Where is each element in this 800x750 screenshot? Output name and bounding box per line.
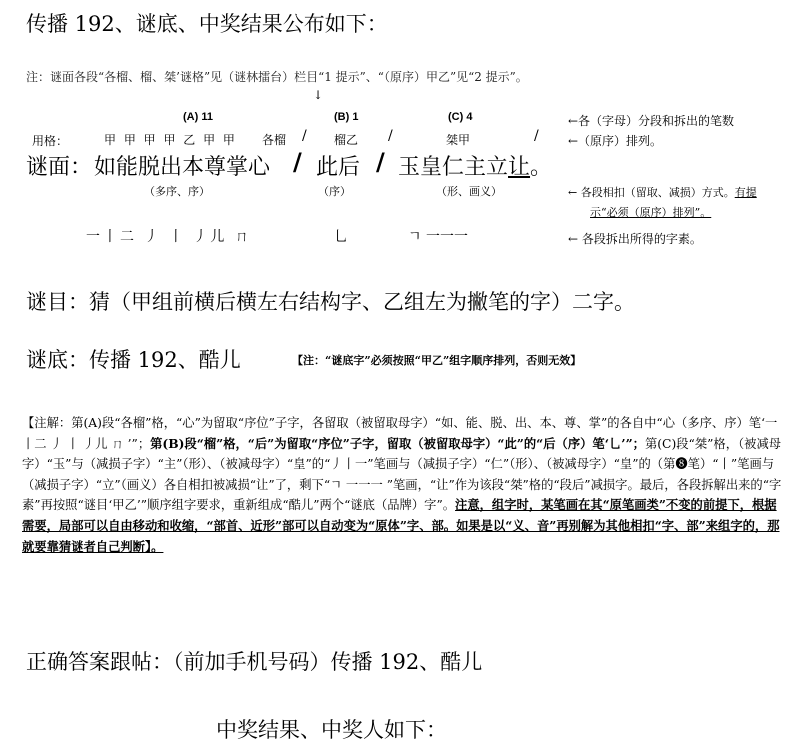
side-note-5: ← 各段拆出所得的字素。 [568, 232, 702, 246]
segment-a-format: 各榴 [262, 133, 287, 147]
usage-label: 用格： [32, 134, 69, 148]
riddle-face-part-1: 如能脱出本尊掌心 [94, 155, 271, 180]
slash-divider: / [302, 128, 307, 144]
slash-divider-large: / [376, 148, 385, 176]
segment-b-method: （序） [318, 185, 351, 198]
segment-a-radicals: 一丨二 丿 丨 丿儿 ㄇ [86, 229, 252, 245]
riddle-target: 谜目：猜（甲组前横后横左右结构字、乙组左为撇笔的字）二字。 [26, 290, 635, 314]
segment-a-method: （多序、序） [144, 185, 210, 198]
side-note-2: ←（原序）排列。 [568, 134, 663, 148]
answer-post-instruction: 正确答案跟帖：（前加手机号码）传播 192、酷儿 [26, 650, 483, 674]
segment-c-format: 桀甲 [446, 133, 471, 147]
side-note-1: ←各（字母）分段和拆出的笔数 [568, 114, 735, 128]
side-note-4: 示“必须（原序）排列”。 [590, 206, 712, 219]
segment-b-format: 榴乙 [334, 133, 359, 147]
segment-c-label: (C) 4 [448, 111, 473, 123]
slash-divider: / [534, 128, 539, 144]
format-note: 注：谜面各段“各榴、榴、桀’谜格”见（谜林擂台）栏目“1 提示”、“（原序）甲乙”见“2 提示”。 [26, 70, 528, 84]
explanation-paragraph: 【注解：第(A)段“各榴”格，“心”为留取“序位”子字，各留取（被留取母字）“如、能、脱、出、本、尊、掌”的各自中“心（多序、序）笔‘一丨二 丿 丨 丿儿 ㄇ ’”；第(B)段“榴”格，“后”为留取“序位”子字，留取（被留取母字）“此”的“后（序）笔‘乚’”；第(C)段“桀”格，（被减母字）“玉”与（减损子字）“主”（形）、（被减母字）“皇”的“丿丨一”笔画与（减损子字）“仁”（形）、（被减母字）“皇”的（第❽笔）“丨”笔画与（减损子字）“立”（画义）各自相扣被减损“让”了，剩下“ㄱ 一一一 ”笔画，“让”作为该段“桀”格的“段后”减损字。最后，各段拆解出来的“字素”再按照“谜目‘甲乙’”顺序组字要求，重新组成“酷儿”两个“谜底（品牌）字”。注意，组字时，某笔画在其“原笔画类”不变的前提下，根据需要，局部可以自由移动和收缩，“部首、近形”部可以自动变为“原体”字、部。如果是以“义、音”再别解为其他相扣“字、部”来组字的，那就要靠猜谜者自己判断】。 [22, 416, 782, 554]
slash-divider-large: / [293, 148, 302, 176]
segment-b-label: (B) 1 [334, 111, 359, 123]
page-title: 传播 192、谜底、中奖结果公布如下： [26, 12, 388, 36]
slash-divider: / [388, 128, 393, 144]
segment-c-radicals: ㄱ 一一一 [408, 229, 468, 245]
segment-c-method: （形、画义） [436, 185, 502, 198]
segment-a-label: (A) 11 [183, 111, 213, 123]
riddle-face-label: 谜面： [26, 155, 93, 180]
segment-b-radicals: 乚 [334, 229, 348, 245]
riddle-answer: 谜底：传播 192、酷儿 [26, 348, 241, 372]
side-note-3: ← 各段相扣（留取、减损）方式。有提 [568, 186, 757, 199]
riddle-face-part-3: 玉皇仁主立让。 [398, 155, 553, 180]
riddle-face-part-2: 此后 [316, 155, 361, 180]
arrow-down-icon: ↓ [313, 88, 324, 102]
results-heading: 中奖结果、中奖人如下： [216, 718, 447, 742]
riddle-answer-note: 【注：“谜底字”必须按照“甲乙”组字顺序排列，否则无效】 [292, 354, 582, 367]
segment-a-strokes: 甲 甲 甲 甲 乙 甲 甲 [104, 133, 237, 147]
